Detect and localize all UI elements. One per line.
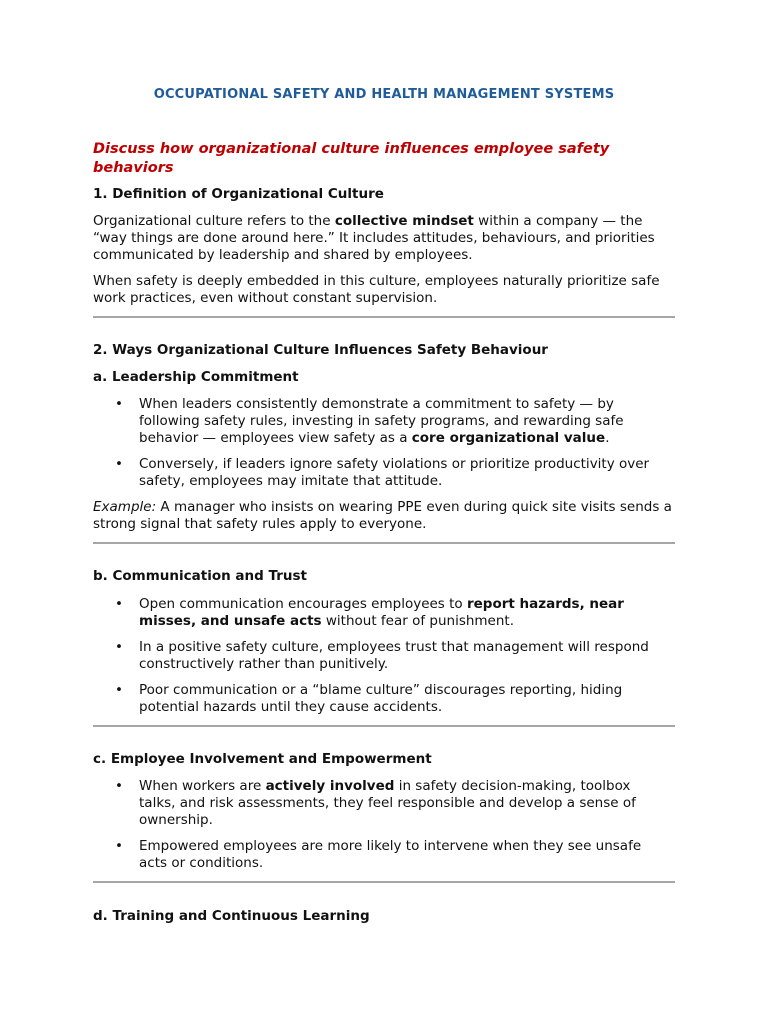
list-item-text: Open communication encourages employees to report hazards, near misses, and unsafe acts without fear of punishment.: [139, 596, 624, 629]
section-1-paragraph-2: When safety is deeply embedded in this culture, employees naturally prioritize safe work practices, even without constant supervision.: [93, 273, 660, 306]
divider: [93, 881, 675, 883]
bullet-icon: •: [115, 596, 123, 612]
list-item-text: Poor communication or a “blame culture” discourages reporting, hiding potential hazards until they cause accidents.: [139, 682, 623, 715]
divider: [93, 542, 675, 544]
bullet-icon: •: [115, 639, 123, 655]
subsection-c-heading: c. Employee Involvement and Empowerment: [93, 751, 432, 767]
list-item-text: Empowered employees are more likely to intervene when they see unsafe acts or conditions.: [139, 838, 642, 871]
list-item-text: When workers are actively involved in safety decision-making, toolbox talks, and risk assessments, they feel responsible and develop a sense of ownership.: [139, 778, 636, 828]
section-1-heading: 1. Definition of Organizational Culture: [93, 186, 384, 202]
list-item-text: When leaders consistently demonstrate a commitment to safety — by following safety rules, investing in safety programs, and rewarding safe behavior — employees view safety as a core organizational value.: [139, 396, 624, 446]
document-title: OCCUPATIONAL SAFETY AND HEALTH MANAGEMENT SYSTEMS: [153, 87, 615, 102]
list-item-text: Conversely, if leaders ignore safety violations or prioritize productivity over safety, employees may imitate that attitude.: [139, 456, 650, 489]
question-heading: Discuss how organizational culture influences employee safety behaviors: [93, 141, 610, 176]
divider: [93, 725, 675, 727]
section-2-heading: 2. Ways Organizational Culture Influences Safety Behaviour: [93, 342, 548, 358]
bullet-icon: •: [115, 778, 123, 794]
subsection-d-heading: d. Training and Continuous Learning: [93, 908, 370, 924]
bullet-icon: •: [115, 682, 123, 698]
divider: [93, 316, 675, 318]
list-item-text: In a positive safety culture, employees trust that management will respond constructively rather than punitively.: [139, 639, 649, 672]
bullet-icon: •: [115, 456, 123, 472]
bullet-icon: •: [115, 838, 123, 854]
example-paragraph: Example: A manager who insists on wearing PPE even during quick site visits sends a strong signal that safety rules apply to everyone.: [93, 499, 672, 532]
subsection-a-heading: a. Leadership Commitment: [93, 369, 299, 385]
subsection-b-heading: b. Communication and Trust: [93, 568, 308, 584]
section-1-paragraph-1: Organizational culture refers to the collective mindset within a company — the “way things are done around here.” It includes attitudes, behaviours, and priorities communicated by leadership and shared by employees.: [93, 213, 655, 263]
bullet-icon: •: [115, 396, 123, 412]
